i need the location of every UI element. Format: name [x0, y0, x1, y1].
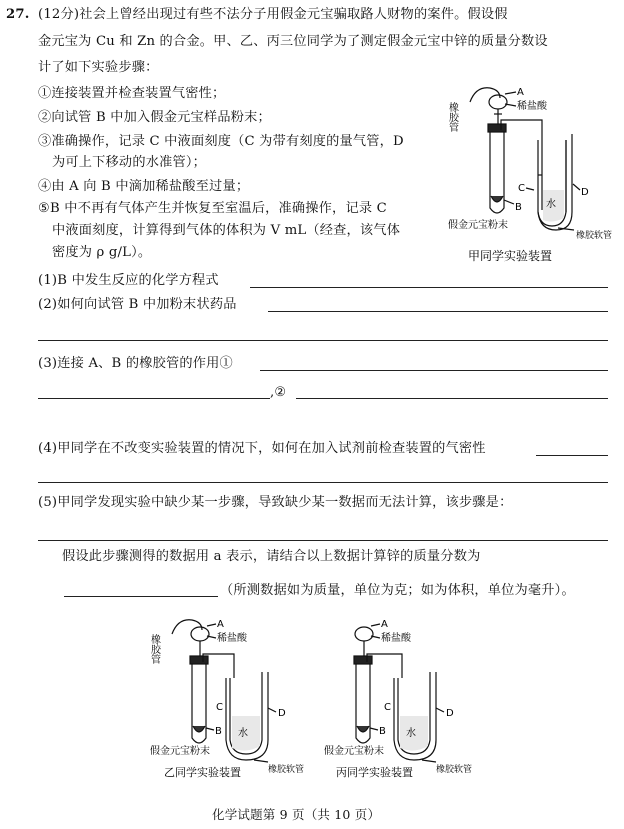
- answer-line-4b[interactable]: [38, 482, 608, 483]
- question-5-followup: 假设此步骤测得的数据用 a 表示，请结合以上数据计算锌的质量分数为: [62, 549, 481, 564]
- apparatus-bing-label-b: B: [379, 726, 386, 737]
- step-3-cont: 为可上下移动的水准管）；: [52, 155, 207, 170]
- apparatus-yi-diagram: [150, 612, 320, 784]
- apparatus-bing-label-c: C: [384, 702, 391, 713]
- apparatus-bing-diagram: [322, 612, 482, 784]
- apparatus-jia-label-a: A: [517, 87, 524, 98]
- apparatus-yi-label-c: C: [216, 702, 223, 713]
- apparatus-jia-label-acid: 稀盐酸: [517, 101, 547, 112]
- answer-line-2b[interactable]: [38, 340, 608, 341]
- question-number: 27.: [6, 7, 30, 22]
- answer-line-3b[interactable]: [38, 398, 270, 399]
- apparatus-jia-label-water: 水: [546, 199, 556, 210]
- apparatus-yi-label-hose: 橡胶软管: [268, 765, 305, 775]
- answer-line-1[interactable]: [250, 287, 608, 288]
- apparatus-jia-label-b: B: [515, 202, 522, 213]
- apparatus-yi-label-water: 水: [238, 728, 248, 739]
- question-5-prompt: (5)甲同学发现实验中缺少某一步骤，导致缺少某一数据而无法计算，该步骤是：: [38, 495, 513, 510]
- answer-line-3c[interactable]: [296, 398, 608, 399]
- apparatus-jia-label-powder: 假金元宝粉末: [448, 220, 508, 231]
- apparatus-jia-diagram: [448, 80, 620, 270]
- apparatus-yi-label-powder: 假金元宝粉末: [150, 746, 210, 757]
- apparatus-jia-caption: 甲同学实验装置: [468, 249, 553, 263]
- answer-line-5b[interactable]: [64, 596, 218, 597]
- step-4: ④由 A 向 B 中滴加稀盐酸至过量；: [38, 179, 250, 194]
- question-3-prompt: (3)连接 A、B 的橡胶管的作用①: [38, 356, 233, 371]
- step-5-cont: 中液面刻度，计算得到气体的体积为 V mL（经查，该气体: [52, 223, 401, 238]
- apparatus-jia-tube-label: 橡胶管: [446, 102, 458, 132]
- step-2: ②向试管 B 中加入假金元宝样品粉末；: [38, 110, 271, 125]
- apparatus-jia-label-hose: 橡胶软管: [576, 231, 613, 241]
- apparatus-bing-label-hose: 橡胶软管: [436, 765, 473, 775]
- apparatus-bing-label-d: D: [446, 708, 454, 719]
- apparatus-jia-label-c: C: [518, 183, 525, 194]
- apparatus-yi-caption: 乙同学实验装置: [164, 766, 241, 779]
- question-4-prompt: (4)甲同学在不改变实验装置的情况下，如何在加入试剂前检查装置的气密性: [38, 441, 486, 456]
- apparatus-yi-label-a: A: [217, 619, 224, 630]
- step-3: ③准确操作，记录 C 中液面刻度（C 为带有刻度的量气管，D: [38, 134, 404, 149]
- apparatus-jia-label-d: D: [581, 187, 589, 198]
- apparatus-yi-label-b: B: [215, 726, 222, 737]
- apparatus-yi-label-acid: 稀盐酸: [217, 633, 247, 644]
- apparatus-yi-label-d: D: [278, 708, 286, 719]
- answer-line-2a[interactable]: [268, 311, 608, 312]
- apparatus-bing-label-a: A: [381, 619, 388, 630]
- apparatus-bing-caption: 丙同学实验装置: [336, 766, 413, 779]
- intro-line-2: 金元宝为 Cu 和 Zn 的合金。甲、乙、丙三位同学为了测定假金元宝中锌的质量分数设: [38, 34, 548, 49]
- page-footer: 化学试题第 9 页（共 10 页）: [212, 807, 381, 822]
- step-5: ⑤B 中不再有气体产生并恢复至室温后，准确操作，记录 C: [38, 201, 387, 216]
- apparatus-bing-label-acid: 稀盐酸: [381, 633, 411, 644]
- apparatus-yi-tube-label: 橡胶管: [148, 634, 160, 664]
- question-1-prompt: (1)B 中发生反应的化学方程式: [38, 273, 219, 288]
- question-3-second: ,②: [270, 385, 287, 400]
- answer-line-3a[interactable]: [260, 370, 608, 371]
- question-5-note: （所测数据如为质量，单位为克；如为体积，单位为毫升）。: [220, 583, 575, 598]
- answer-line-4a[interactable]: [536, 455, 608, 456]
- step-5-cont2: 密度为 ρ g/L）。: [52, 245, 152, 260]
- answer-line-5a[interactable]: [38, 540, 608, 541]
- apparatus-bing-label-powder: 假金元宝粉末: [324, 746, 384, 757]
- intro-line-1: (12分)社会上曾经出现过有些不法分子用假金元宝骗取路人财物的案件。假设假: [38, 7, 508, 22]
- step-1: ①连接装置并检查装置气密性；: [38, 86, 226, 101]
- intro-line-3: 计了如下实验步骤：: [38, 60, 159, 75]
- question-2-prompt: (2)如何向试管 B 中加粉末状药品: [38, 297, 237, 312]
- apparatus-bing-label-water: 水: [406, 728, 416, 739]
